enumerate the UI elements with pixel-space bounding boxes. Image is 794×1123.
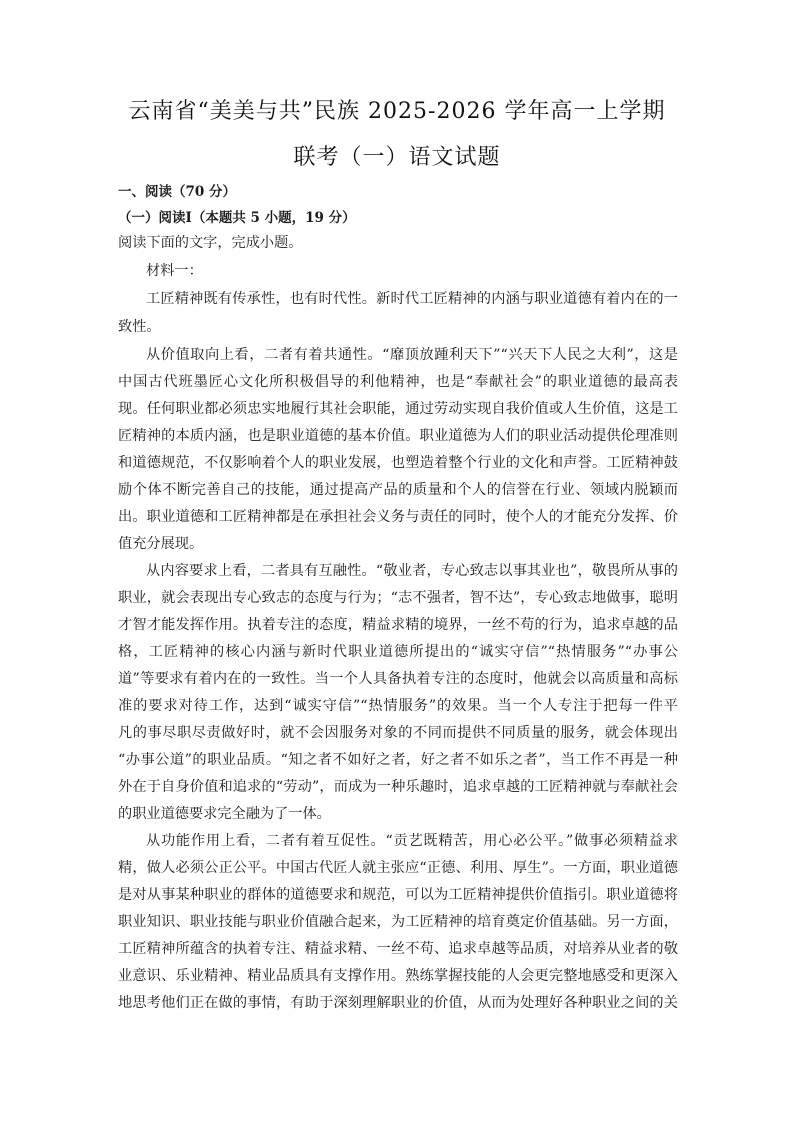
body-line: 匠精神的本质内涵，也是职业道德的基本价值。职业道德为人们的职业活动提供伦理准则: [118, 428, 678, 444]
body-line: 的职业道德要求完全融为了一体。: [118, 806, 331, 822]
body-line: 业意识、乐业精神、精业品质具有支撑作用。熟练掌握技能的人会更完整地感受和更深入: [118, 968, 678, 984]
subsection-heading: （一）阅读Ⅰ（本题共 5 小题，19 分）: [118, 210, 356, 226]
body-line: 从价值取向上看，二者有着共通性。“靡顶放踵利天下”“兴天下人民之大利”，这是: [146, 347, 678, 363]
body-line: 从内容要求上看，二者具有互融性。“敬业者，专心致志以事其业也”，敬畏所从事的: [146, 563, 678, 579]
document-title-line2: 联考（一）语文试题: [293, 145, 501, 170]
body-line: 励个体不断完善自己的技能，通过提高产品的质量和个人的信誉在行业、领域内脱颖而: [118, 482, 678, 498]
body-line: 从功能作用上看，二者有着互促性。“贡艺既精苦，用心必公平。”做事必须精益求: [146, 833, 678, 849]
body-line: 凡的事尽职尽责做好时，就不会因服务对象的不同而提供不同质量的服务，就会体现出: [118, 725, 678, 741]
body-line: 地思考他们正在做的事情，有助于深刻理解职业的价值，从而为处理好各种职业之间的关: [118, 995, 678, 1011]
document-title-line1: 云南省“美美与共”民族 2025-2026 学年高一上学期: [128, 99, 666, 124]
material-label: 材料一：: [146, 263, 203, 279]
body-line: 工匠精神所蕴含的执着专注、精益求精、一丝不苟、追求卓越等品质，对培养从业者的敬: [118, 941, 678, 957]
body-line: 职业，就会表现出专心致志的态度与行为；“志不强者，智不达”，专心致志地做事，聪明: [118, 590, 678, 606]
body-line: 工匠精神既有传承性，也有时代性。新时代工匠精神的内涵与职业道德有着内在的一: [146, 291, 678, 307]
instruction-text: 阅读下面的文字，完成小题。: [118, 235, 303, 251]
body-line: 职业知识、职业技能与职业价值融合起来，为工匠精神的培育奠定价值基础。另一方面，: [118, 914, 678, 930]
body-line: 是对从事某种职业的群体的道德要求和规范，可以为工匠精神提供价值指引。职业道德将: [118, 887, 678, 903]
body-line: 道”等要求有着内在的一致性。当一个人具备执着专注的态度时，他就会以高质量和高标: [118, 671, 678, 687]
body-line: 中国古代班墨匠心文化所积极倡导的利他精神，也是“奉献社会”的职业道德的最高表: [118, 374, 678, 390]
body-line: 外在于自身价值和追求的“劳动”，而成为一种乐趣时，追求卓越的工匠精神就与奉献社会: [118, 779, 678, 795]
section-heading: 一、阅读（70 分）: [118, 184, 236, 200]
body-line: 值充分展现。: [118, 536, 204, 552]
body-line: 致性。: [118, 319, 161, 335]
body-line: 和道德规范，不仅影响着个人的职业发展，也塑造着整个行业的文化和声誉。工匠精神鼓: [118, 455, 678, 471]
body-line: 格，工匠精神的核心内涵与新时代职业道德所提出的“诚实守信”“热情服务”“办事公: [118, 644, 678, 660]
body-line: 出。职业道德和工匠精神都是在承担社会义务与责任的同时，使个人的才能充分发挥、价: [118, 509, 678, 525]
body-line: “办事公道”的职业品质。“知之者不如好之者，好之者不如乐之者”，当工作不再是一种: [118, 752, 678, 768]
body-line: 现。任何职业都必须忠实地履行其社会职能，通过劳动实现自我价值或人生价值，这是工: [118, 401, 678, 417]
body-line: 准的要求对待工作，达到“诚实守信”“热情服务”的效果。当一个人专注于把每一件平: [118, 698, 678, 714]
body-line: 精，做人必须公正公平。中国古代匠人就主张应“正德、利用、厚生”。一方面，职业道德: [118, 860, 678, 876]
body-line: 才智才能发挥作用。执着专注的态度，精益求精的境界，一丝不苟的行为，追求卓越的品: [118, 617, 678, 633]
